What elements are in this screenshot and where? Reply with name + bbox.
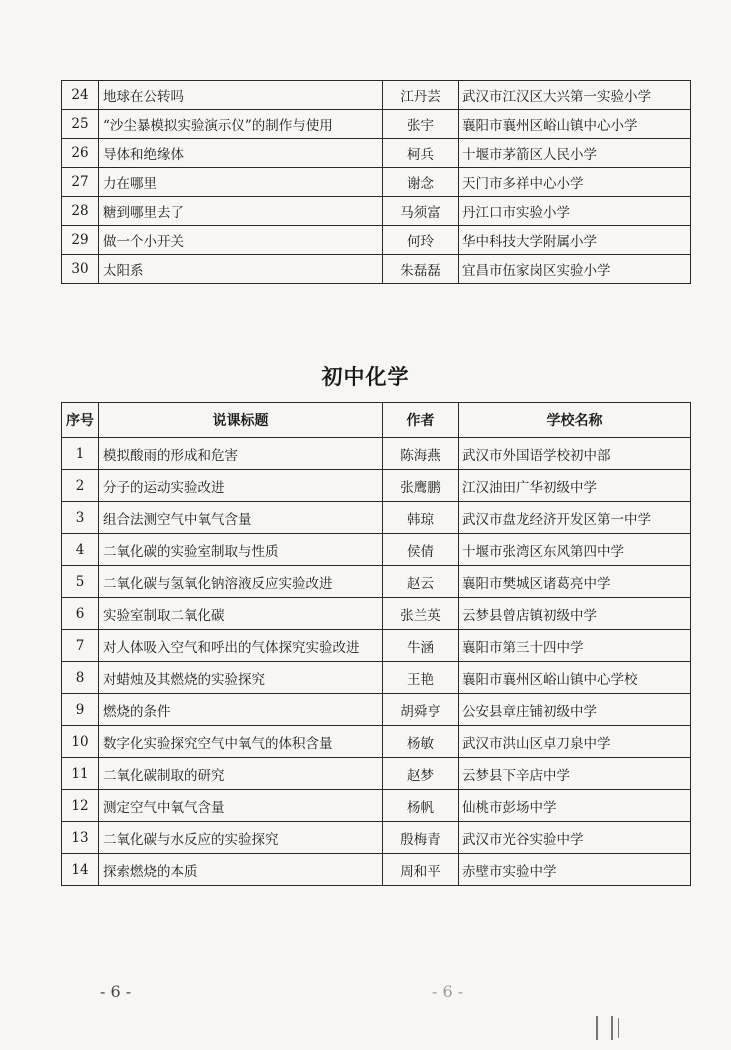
cell-title: 糖到哪里去了 bbox=[99, 197, 383, 226]
table-row bbox=[62, 470, 691, 502]
cell-num: 8 bbox=[62, 662, 99, 694]
scan-mark bbox=[611, 1016, 613, 1040]
cell-title: 燃烧的条件 bbox=[99, 694, 383, 726]
cell-author: 江丹芸 bbox=[383, 81, 459, 110]
cell-num: 10 bbox=[62, 726, 99, 758]
cell-title: 太阳系 bbox=[99, 255, 383, 284]
cell-title: 做一个小开关 bbox=[99, 226, 383, 255]
cell-school: 武汉市光谷实验中学 bbox=[459, 822, 691, 854]
cell-author: 赵梦 bbox=[383, 758, 459, 790]
page-number-bleed-through: - 6 - bbox=[432, 982, 464, 1001]
cell-school: 仙桃市彭场中学 bbox=[459, 790, 691, 822]
table-row bbox=[62, 630, 691, 662]
cell-school: 华中科技大学附属小学 bbox=[459, 226, 691, 255]
cell-author: 马须富 bbox=[383, 197, 459, 226]
cell-author: 陈海燕 bbox=[383, 438, 459, 470]
cell-title: 数字化实验探究空气中氧气的体积含量 bbox=[99, 726, 383, 758]
cell-school: 丹江口市实验小学 bbox=[459, 197, 691, 226]
cell-title: 对人体吸入空气和呼出的气体探究实验改进 bbox=[99, 630, 383, 662]
cell-author: 周和平 bbox=[383, 854, 459, 886]
cell-num: 27 bbox=[62, 168, 99, 197]
cell-num: 24 bbox=[62, 81, 99, 110]
table-row bbox=[62, 168, 691, 197]
cell-author: 张宇 bbox=[383, 110, 459, 139]
cell-num: 13 bbox=[62, 822, 99, 854]
cell-author: 胡舜亨 bbox=[383, 694, 459, 726]
cell-num: 25 bbox=[62, 110, 99, 139]
table-row bbox=[62, 790, 691, 822]
cell-author: 王艳 bbox=[383, 662, 459, 694]
table-row bbox=[62, 566, 691, 598]
table-header-row bbox=[62, 403, 691, 438]
cell-school: 云梦县下辛店中学 bbox=[459, 758, 691, 790]
cell-school: 江汉油田广华初级中学 bbox=[459, 470, 691, 502]
cell-title: 分子的运动实验改进 bbox=[99, 470, 383, 502]
cell-school: 襄阳市樊城区诸葛亮中学 bbox=[459, 566, 691, 598]
header-author: 作者 bbox=[383, 403, 459, 438]
table-row bbox=[62, 534, 691, 566]
award-table-continued bbox=[61, 80, 691, 284]
cell-num: 5 bbox=[62, 566, 99, 598]
cell-title: 二氧化碳与水反应的实验探究 bbox=[99, 822, 383, 854]
cell-num: 26 bbox=[62, 139, 99, 168]
table-row bbox=[62, 598, 691, 630]
table-row bbox=[62, 81, 691, 110]
cell-author: 杨敏 bbox=[383, 726, 459, 758]
cell-num: 29 bbox=[62, 226, 99, 255]
table-row bbox=[62, 139, 691, 168]
cell-author: 朱磊磊 bbox=[383, 255, 459, 284]
cell-school: 十堰市茅箭区人民小学 bbox=[459, 139, 691, 168]
table-row bbox=[62, 502, 691, 534]
cell-school: 武汉市江汉区大兴第一实验小学 bbox=[459, 81, 691, 110]
cell-author: 何玲 bbox=[383, 226, 459, 255]
table-row bbox=[62, 438, 691, 470]
cell-school: 天门市多祥中心小学 bbox=[459, 168, 691, 197]
section-title: 初中化学 bbox=[321, 364, 410, 389]
table-row bbox=[62, 662, 691, 694]
cell-author: 殷梅青 bbox=[383, 822, 459, 854]
table-row bbox=[62, 226, 691, 255]
table-row bbox=[62, 255, 691, 284]
cell-num: 4 bbox=[62, 534, 99, 566]
cell-author: 杨帆 bbox=[383, 790, 459, 822]
award-table-continued-body bbox=[62, 81, 691, 284]
cell-title: 地球在公转吗 bbox=[99, 81, 383, 110]
scan-mark bbox=[596, 1016, 598, 1040]
cell-school: 云梦县曾店镇初级中学 bbox=[459, 598, 691, 630]
cell-num: 2 bbox=[62, 470, 99, 502]
cell-num: 14 bbox=[62, 854, 99, 886]
cell-school: 武汉市外国语学校初中部 bbox=[459, 438, 691, 470]
cell-title: 实验室制取二氧化碳 bbox=[99, 598, 383, 630]
cell-author: 韩琼 bbox=[383, 502, 459, 534]
cell-school: 襄阳市第三十四中学 bbox=[459, 630, 691, 662]
cell-num: 28 bbox=[62, 197, 99, 226]
cell-title: 对蜡烛及其燃烧的实验探究 bbox=[99, 662, 383, 694]
cell-school: 襄阳市襄州区峪山镇中心学校 bbox=[459, 662, 691, 694]
cell-school: 赤壁市实验中学 bbox=[459, 854, 691, 886]
chemistry-award-table bbox=[61, 402, 691, 886]
table-row bbox=[62, 726, 691, 758]
cell-title: 力在哪里 bbox=[99, 168, 383, 197]
cell-num: 11 bbox=[62, 758, 99, 790]
cell-title: 测定空气中氧气含量 bbox=[99, 790, 383, 822]
table-row bbox=[62, 758, 691, 790]
table-row bbox=[62, 110, 691, 139]
cell-num: 1 bbox=[62, 438, 99, 470]
cell-school: 公安县章庄铺初级中学 bbox=[459, 694, 691, 726]
table-row bbox=[62, 854, 691, 886]
cell-title: 导体和绝缘体 bbox=[99, 139, 383, 168]
cell-author: 侯倩 bbox=[383, 534, 459, 566]
cell-num: 7 bbox=[62, 630, 99, 662]
cell-title: 二氧化碳制取的研究 bbox=[99, 758, 383, 790]
cell-title: 探索燃烧的本质 bbox=[99, 854, 383, 886]
cell-author: 张兰英 bbox=[383, 598, 459, 630]
cell-title: “沙尘暴模拟实验演示仪”的制作与使用 bbox=[99, 110, 383, 139]
cell-author: 赵云 bbox=[383, 566, 459, 598]
cell-num: 30 bbox=[62, 255, 99, 284]
cell-author: 谢念 bbox=[383, 168, 459, 197]
header-title: 说课标题 bbox=[99, 403, 383, 438]
cell-author: 张鹰鹏 bbox=[383, 470, 459, 502]
cell-num: 12 bbox=[62, 790, 99, 822]
cell-author: 柯兵 bbox=[383, 139, 459, 168]
header-num: 序号 bbox=[62, 403, 99, 438]
cell-title: 二氧化碳的实验室制取与性质 bbox=[99, 534, 383, 566]
cell-title: 组合法测空气中氧气含量 bbox=[99, 502, 383, 534]
header-school: 学校名称 bbox=[459, 403, 691, 438]
cell-num: 3 bbox=[62, 502, 99, 534]
cell-school: 十堰市张湾区东风第四中学 bbox=[459, 534, 691, 566]
cell-school: 武汉市洪山区卓刀泉中学 bbox=[459, 726, 691, 758]
cell-num: 9 bbox=[62, 694, 99, 726]
scan-mark bbox=[618, 1018, 619, 1038]
table-row bbox=[62, 197, 691, 226]
chemistry-award-table-body bbox=[62, 438, 691, 886]
cell-school: 宜昌市伍家岗区实验小学 bbox=[459, 255, 691, 284]
cell-school: 襄阳市襄州区峪山镇中心小学 bbox=[459, 110, 691, 139]
table-row bbox=[62, 822, 691, 854]
cell-num: 6 bbox=[62, 598, 99, 630]
cell-title: 二氧化碳与氢氧化钠溶液反应实验改进 bbox=[99, 566, 383, 598]
table-row bbox=[62, 694, 691, 726]
cell-author: 牛涵 bbox=[383, 630, 459, 662]
page-number: - 6 - bbox=[100, 982, 132, 1001]
cell-title: 模拟酸雨的形成和危害 bbox=[99, 438, 383, 470]
cell-school: 武汉市盘龙经济开发区第一中学 bbox=[459, 502, 691, 534]
